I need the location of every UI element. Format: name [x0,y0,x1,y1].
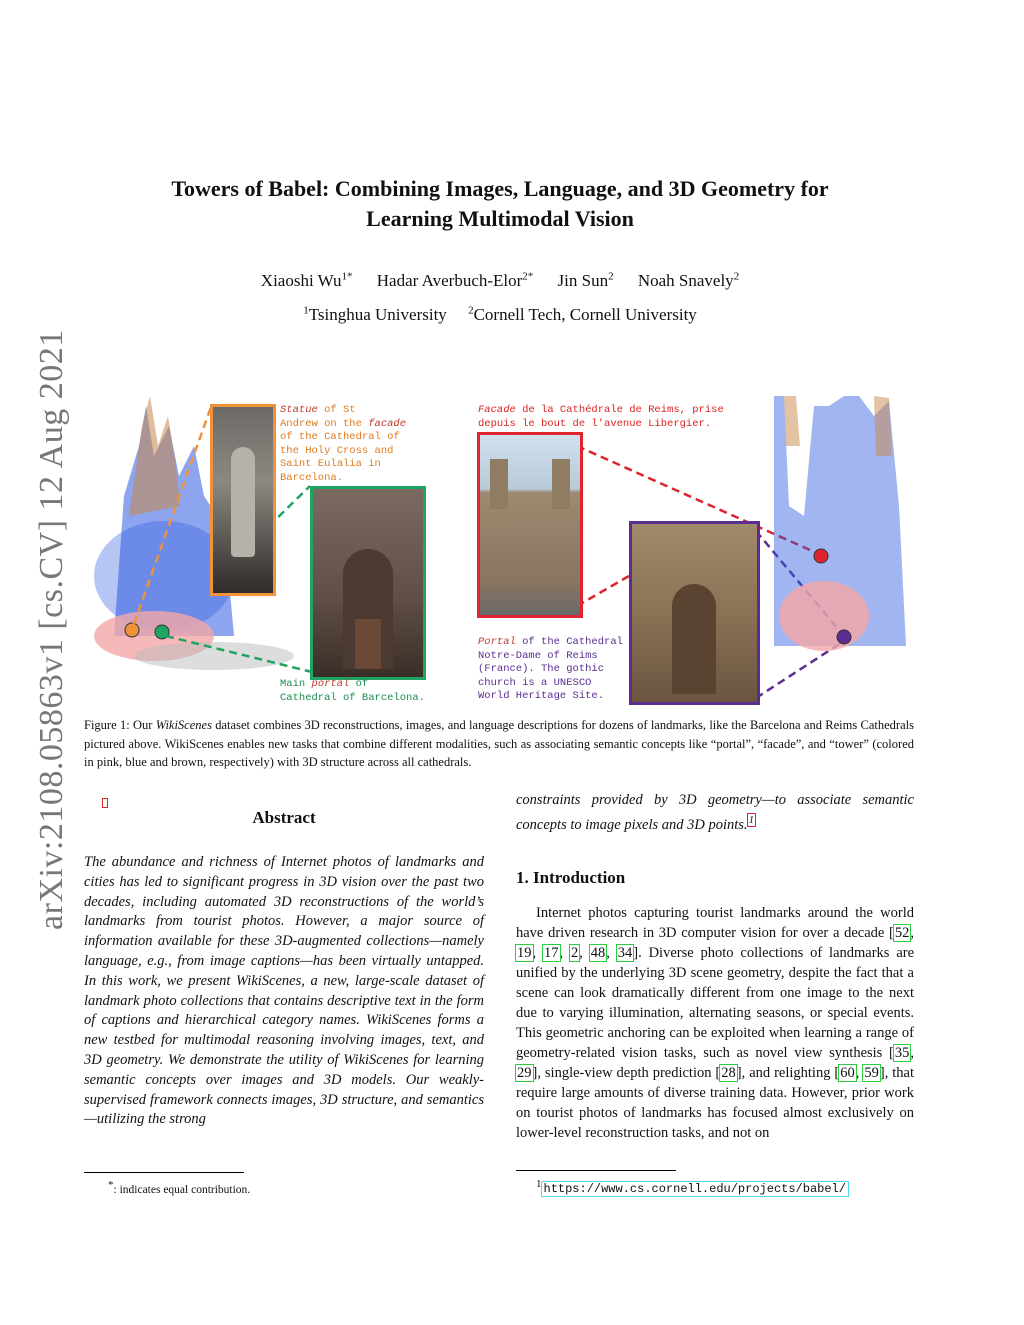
citation-link[interactable]: 2 [571,945,579,961]
arxiv-identifier: arXiv:2108.05863v1 [cs.CV] 12 Aug 2021 [33,329,70,930]
footnote-rule-left [84,1172,244,1173]
project-url-link[interactable]: https://www.cs.cornell.edu/projects/babel/ [543,1181,846,1196]
citation-link[interactable]: 35 [894,1045,910,1061]
barcelona-portal-photo [310,486,426,680]
figure-caption: Figure 1: Our WikiScenes dataset combines 3D reconstructions, images, and language descriptions for dozens of landmarks, like the Barcelona and Reims Cathedrals pictured above. WikiScenes enables new tasks that combine different modalities, such as associating semantic concepts like “portal”, “facade”, and “tower” (colored in pink, blue and brown, respectively) with 3D structure across all cathedrals. [84,718,914,769]
abstract-heading: Abstract [252,808,316,827]
facade-label: Facade de la Cathédrale de Reims, prise depuis le bout de l’avenue Libergier. [478,404,724,430]
author: Hadar Averbuch-Elor$^{2*}$ [376,270,534,290]
url-footnote: $^1$ https://www.cs.cornell.edu/projects/babel/ [536,1178,846,1196]
connector-facade-2 [577,576,629,606]
affiliation: $^1$Tsinghua University [303,304,447,324]
citation-link[interactable]: 28 [721,1065,736,1081]
barcelona-portal-label: Main portal of Cathedral of Barcelona. [280,678,425,704]
footnote-rule-right [516,1170,676,1171]
reims-portal-label: Portal of the Cathedral Notre-Dame of Reims (France). The gothic church is a UNESCO World Heritage Site. [478,636,623,702]
citation-link[interactable]: 59 [864,1065,879,1081]
citation-link[interactable]: 60 [840,1065,855,1081]
statue-photo [210,404,276,596]
citation-link[interactable]: 48 [590,945,606,961]
equal-contribution-footnote: *: indicates equal contribution. [108,1179,251,1196]
citation-link[interactable]: 17 [544,945,559,961]
title-line-1: Towers of Babel: Combining Images, Language, and 3D Geometry for [171,176,829,201]
reims-facade-photo [477,432,583,618]
author: Jin Sun$^2$ [557,270,614,290]
citation-link[interactable]: 19 [517,945,532,961]
title-line-2: Learning Multimodal Vision [366,206,634,231]
reims-portal-photo [629,521,760,705]
footnote-link[interactable]: 1 [748,814,755,826]
citation-link[interactable]: 52 [894,925,910,941]
affiliations [60,304,940,325]
teaser-figure [84,386,914,706]
introduction-body: Internet photos capturing tourist landmarks around the world have driven research in 3D computer vision for over a decade [52, 19, 17, 2, 48, 34]. Diverse photo collections of landmarks are unified by the underlying 3D scene geometry, despite the fact that a scene can look dramatically different from one image to the next due to varying illumination, alternating seasons, or special events. This geometric anchoring can be exploited when learning a range of geometry-related vision tasks, such as novel view synthesis [35, 29], single-view depth prediction [28], and relighting [60, 59], that require large amounts of diverse training data. However, prior work on tourist photos of landmarks has focused almost exclusively on lower-level reconstruction tasks, and not on [516,905,915,1141]
abstract-body: The abundance and richness of Internet photos of landmarks and cities has led to significant progress in 3D vision over the past two decades, including automated 3D reconstructions of the world’s landmarks from tourist photos. However, a major source of information available for these 3D-augmented collections—namely language, e.g., from image captions—has been virtually untapped. In this work, we present WikiScenes, a new, large-scale dataset of landmark photo collections that contains descriptive text in the form of captions and hierarchical category names. WikiScenes forms a new testbed for multimodal reasoning involving images, text, and 3D geometry. We demonstrate the utility of WikiScenes for learning semantic concepts over images and 3D models. Our weakly-supervised framework connects images, 3D structure, and semantics—utilizing the strong [84,854,484,1128]
paper-title [60,174,940,234]
abstract-continued: constraints provided by 3D geometry—to associate semantic concepts to image pixels and 3D points.$^1$ [516,792,914,833]
affiliation: $^2$Cornell Tech, Cornell University [468,304,697,324]
author-list [60,270,940,291]
red-marker [102,798,108,808]
citation-link[interactable]: 29 [517,1065,532,1081]
introduction-heading: 1. Introduction [516,868,626,887]
statue-label: Statue of St Andrew on the facade of the Cathedral of the Holy Cross and Saint Eulalia in Barcelona. [280,404,407,484]
author: Noah Snavely$^2$ [637,270,740,290]
citation-link[interactable]: 34 [617,945,633,961]
author: Xiaoshi $Wu^{1*}$ [260,270,353,290]
reims-point-cloud [774,396,906,651]
